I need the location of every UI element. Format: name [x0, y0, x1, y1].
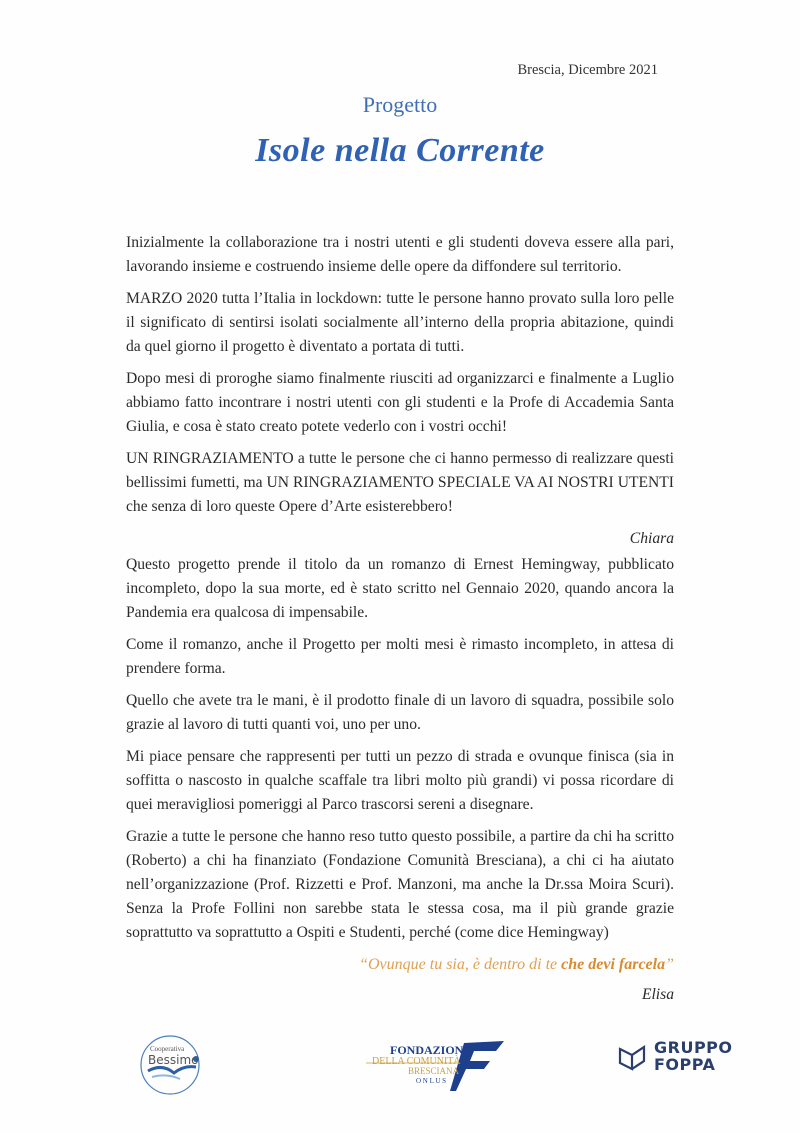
paragraph: Mi piace pensare che rappresenti per tutti un pezzo di strada e ovunque finisca (sia in soffitta o nascosto in qualche scaffale tra libri molto più grandi) vi possa ricordare di quei meravigliosi pomeriggi al Parco trascorsi sereni a disegnare.: [126, 748, 674, 813]
section-chiara: [126, 231, 674, 551]
bessimo-line2: Bessimo: [148, 1053, 199, 1067]
quote-emphasis: che devi farcela: [561, 956, 666, 973]
quote-text: “Ovunque tu sia, è dentro di te: [359, 956, 562, 973]
foppa-line2: FOPPA: [654, 1055, 716, 1074]
fondazione-line3: BRESCIANA: [408, 1066, 460, 1076]
paragraph: Dopo mesi di proroghe siamo finalmente riusciti ad organizzarci e finalmente a Luglio abbiamo fatto incontrare i nostri utenti con gli studenti e la Profe di Accademia Santa Giulia, e cosa è stato creato potete vederlo con i vostri occhi!: [126, 370, 674, 435]
bessimo-line1: Cooperativa: [150, 1045, 185, 1053]
paragraph: Come il romanzo, anche il Progetto per molti mesi è rimasto incompleto, in attesa di prendere forma.: [126, 636, 674, 677]
fondazione-line2: DELLA COMUNITÀ: [372, 1056, 461, 1067]
book-leaf-icon: [618, 1043, 648, 1071]
paragraph: Questo progetto prende il titolo da un romanzo di Ernest Hemingway, pubblicato incompleto, dopo la sua morte, ed è stato scritto nel Gennaio 2020, quando ancora la Pandemia era qualcosa di impensabile.: [126, 556, 674, 621]
paragraph: Grazie a tutte le persone che hanno reso tutto questo possibile, a partire da chi ha scritto (Roberto) a chi ha finanziato (Fondazione Comunità Bresciana), a chi ci ha aiutato nell’organizzazione (Prof. Rizzetti e Prof. Manzoni, ma anche la Dr.ssa Moira Scuri). Senza la Profe Follini non sarebbe stata le stessa cosa, ma il più grande grazie soprattutto va soprattutto a Ospiti e Studenti, perché (come dice Hemingway): [126, 828, 674, 941]
section-elisa: [126, 553, 674, 1007]
project-title: Isole nella Corrente: [255, 132, 545, 169]
fondazione-line4: O N L U S: [416, 1077, 447, 1085]
quote-close: ”: [665, 956, 674, 973]
project-kicker: Progetto: [362, 92, 438, 117]
signature-chiara: Chiara: [629, 530, 674, 547]
bessimo-logo: [130, 1033, 220, 1097]
paragraph: Quello che avete tra le mani, è il prodotto finale di un lavoro di squadra, possibile solo grazie al lavoro di tutti quanti voi, uno per uno.: [126, 692, 674, 733]
sponsor-logos: [0, 1025, 800, 1105]
paragraph: UN RINGRAZIAMENTO a tutte le persone che ci hanno permesso di realizzare questi bellissimi fumetti, ma UN RINGRAZIAMENTO SPECIALE VA AI NOSTRI UTENTI che senza di loro queste Opere d’Arte esisterebbero!: [126, 450, 674, 515]
fondazione-line1: FONDAZIONE: [390, 1043, 472, 1057]
foppa-line1: GRUPPO: [654, 1038, 733, 1057]
gruppo-foppa-logo: [618, 1039, 748, 1079]
fondazione-logo: [366, 1033, 506, 1095]
paragraph: Inizialmente la collaborazione tra i nostri utenti e gli studenti doveva essere alla pari, lavorando insieme e costruendo insieme delle opere da diffondere sul territorio.: [126, 234, 674, 275]
hemingway-quote: [126, 953, 674, 977]
dateline: Brescia, Dicembre 2021: [517, 62, 658, 78]
paragraph: MARZO 2020 tutta l’Italia in lockdown: tutte le persone hanno provato sulla loro pelle il significato di sentirsi isolati socialmente all’interno della propria abitazione, quindi da quel giorno il progetto è diventato a portata di tutti.: [126, 290, 674, 355]
foppa-wordmark: [654, 1039, 733, 1073]
signature-elisa: Elisa: [641, 986, 674, 1003]
